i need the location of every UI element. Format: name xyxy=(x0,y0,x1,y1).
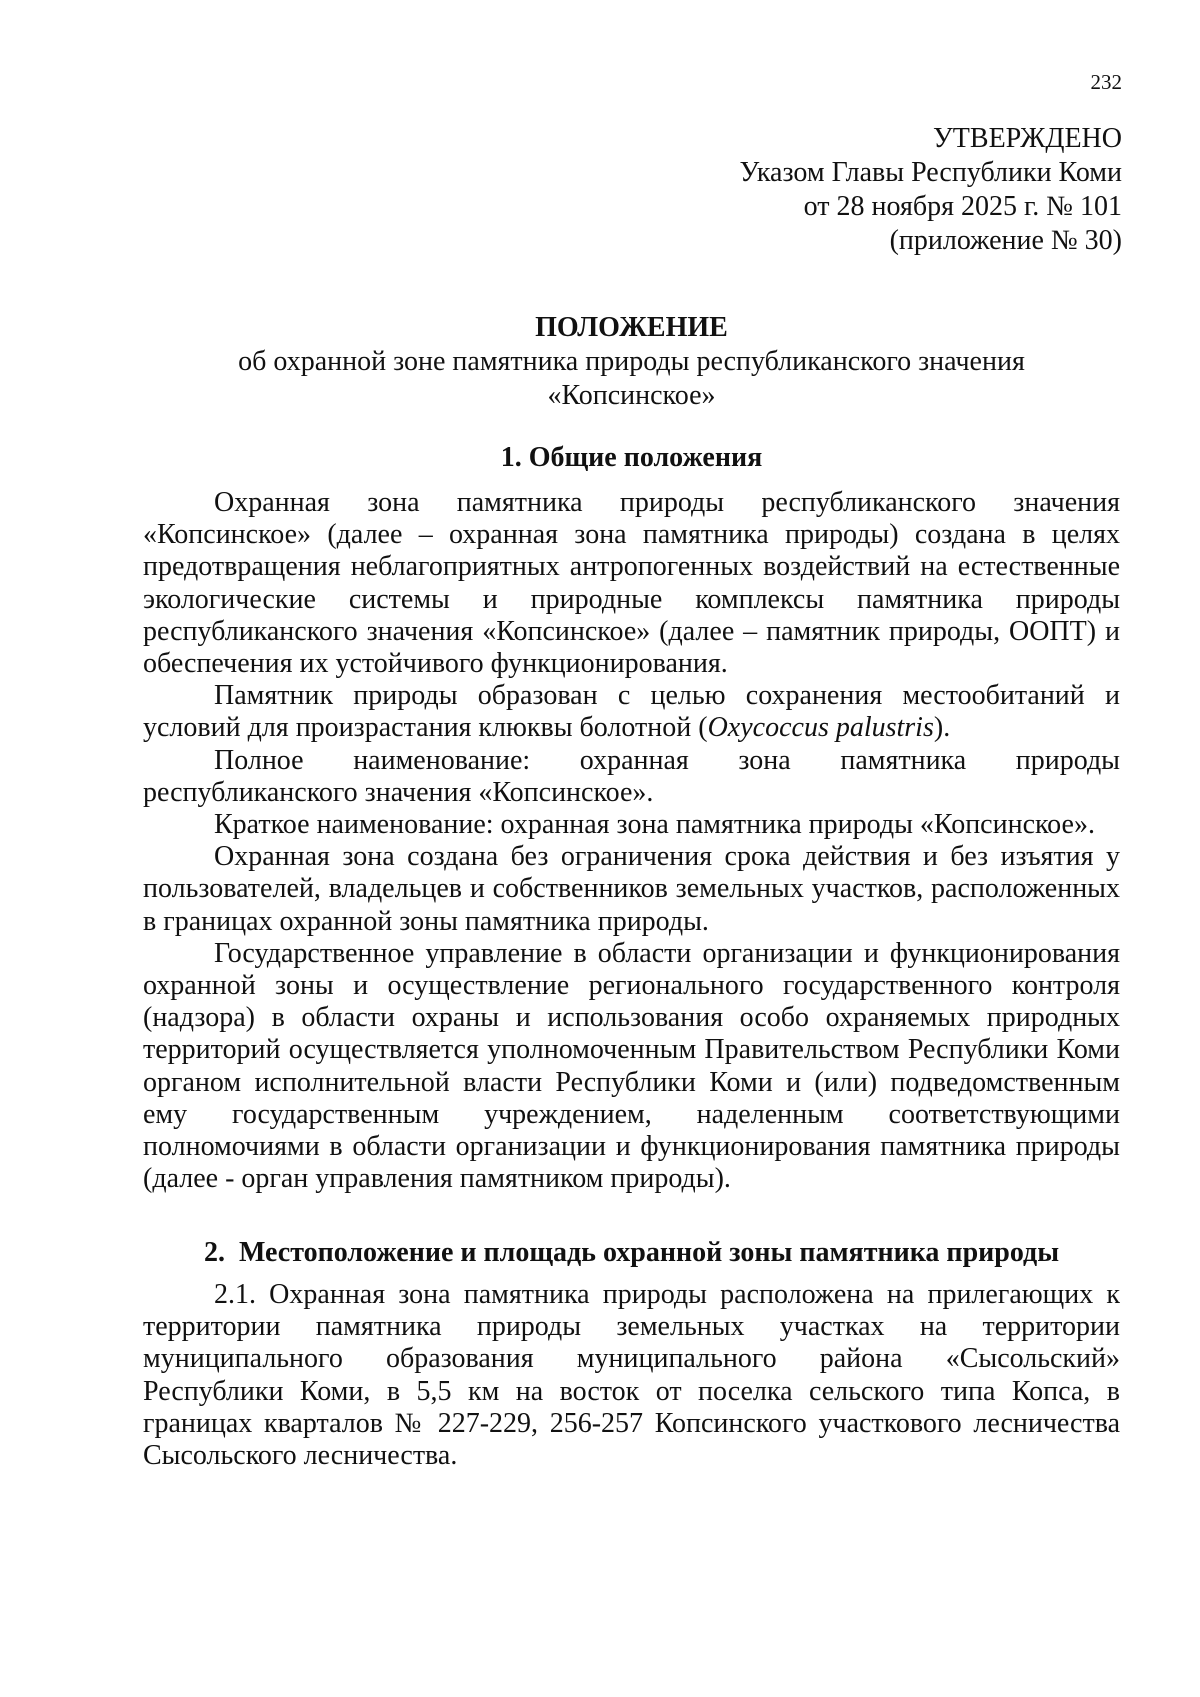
section-1-body xyxy=(143,487,1120,1195)
paragraph xyxy=(143,680,1120,744)
approval-block xyxy=(740,122,1122,258)
paragraph: Государственное управление в области организации и функционирования охранной зоны и осуществление регионального государственного контроля (надзора) в области охраны и использования особо охраняемых природных территорий осуществляется уполномоченным Правительством Республики Коми органом исполнительной власти Республики Коми и (или) подведомственным ему государственным учреждением, наделенным соответствующими полномочиями в области организации и функционирования памятника природы (далее - орган управления памятником природы). xyxy=(143,937,1120,1195)
approval-date: от 28 ноября 2025 г. № 101 xyxy=(803,191,1122,222)
paragraph-text: Памятник природы образован с целью сохранения местообитаний и условий для произрастания клюквы болотной ( xyxy=(143,680,1120,744)
section-2-body xyxy=(143,1279,1120,1472)
paragraph: 2.1. Охранная зона памятника природы расположена на прилегающих к территории памятника природы земельных участках на территории муниципального образования муниципального района «Сысольский» Республики Коми, в 5,5 км на восток от поселка сельского типа Копса, в границах кварталов № 227-229, 256-257 Копсинского участкового лесничества Сысольского лесничества. xyxy=(143,1279,1120,1472)
page-number: 232 xyxy=(1090,70,1122,94)
document-subtitle-line2: «Копсинское» xyxy=(547,380,716,411)
paragraph: Краткое наименование: охранная зона памятника природы «Копсинское». xyxy=(214,809,1095,841)
document-title-block xyxy=(143,311,1120,413)
document-subtitle-line1: об охранной зоне памятника природы республиканского значения xyxy=(238,346,1025,377)
section-2-heading: 2. Местоположение и площадь охранной зоны памятника природы xyxy=(203,1237,1060,1268)
paragraph: Полное наименование: охранная зона памятника природы республиканского значения «Копсинское». xyxy=(143,744,1120,808)
paragraph: Охранная зона создана без ограничения срока действия и без изъятия у пользователей, владельцев и собственников земельных участков, расположенных в границах охранной зоны памятника природы. xyxy=(143,841,1120,937)
approval-decree: Указом Главы Республики Коми xyxy=(739,157,1122,188)
document-title: ПОЛОЖЕНИЕ xyxy=(535,312,728,343)
paragraph-text: ). xyxy=(933,712,951,744)
paragraph: Охранная зона памятника природы республиканского значения «Копсинское» (далее – охранная зона памятника природы) создана в целях предотвращения неблагоприятных антропогенных воздействий на естественные экологические системы и природные комплексы памятника природы республиканского значения «Копсинское» (далее – памятник природы, ООПТ) и обеспечения их устойчивого функционирования. xyxy=(143,487,1120,680)
section-1-heading: 1. Общие положения xyxy=(500,442,763,473)
approval-stamp: УТВЕРЖДЕНО xyxy=(932,123,1122,154)
latin-species-name: Oxycoccus palustris xyxy=(707,712,934,744)
approval-appendix: (приложение № 30) xyxy=(889,225,1122,256)
